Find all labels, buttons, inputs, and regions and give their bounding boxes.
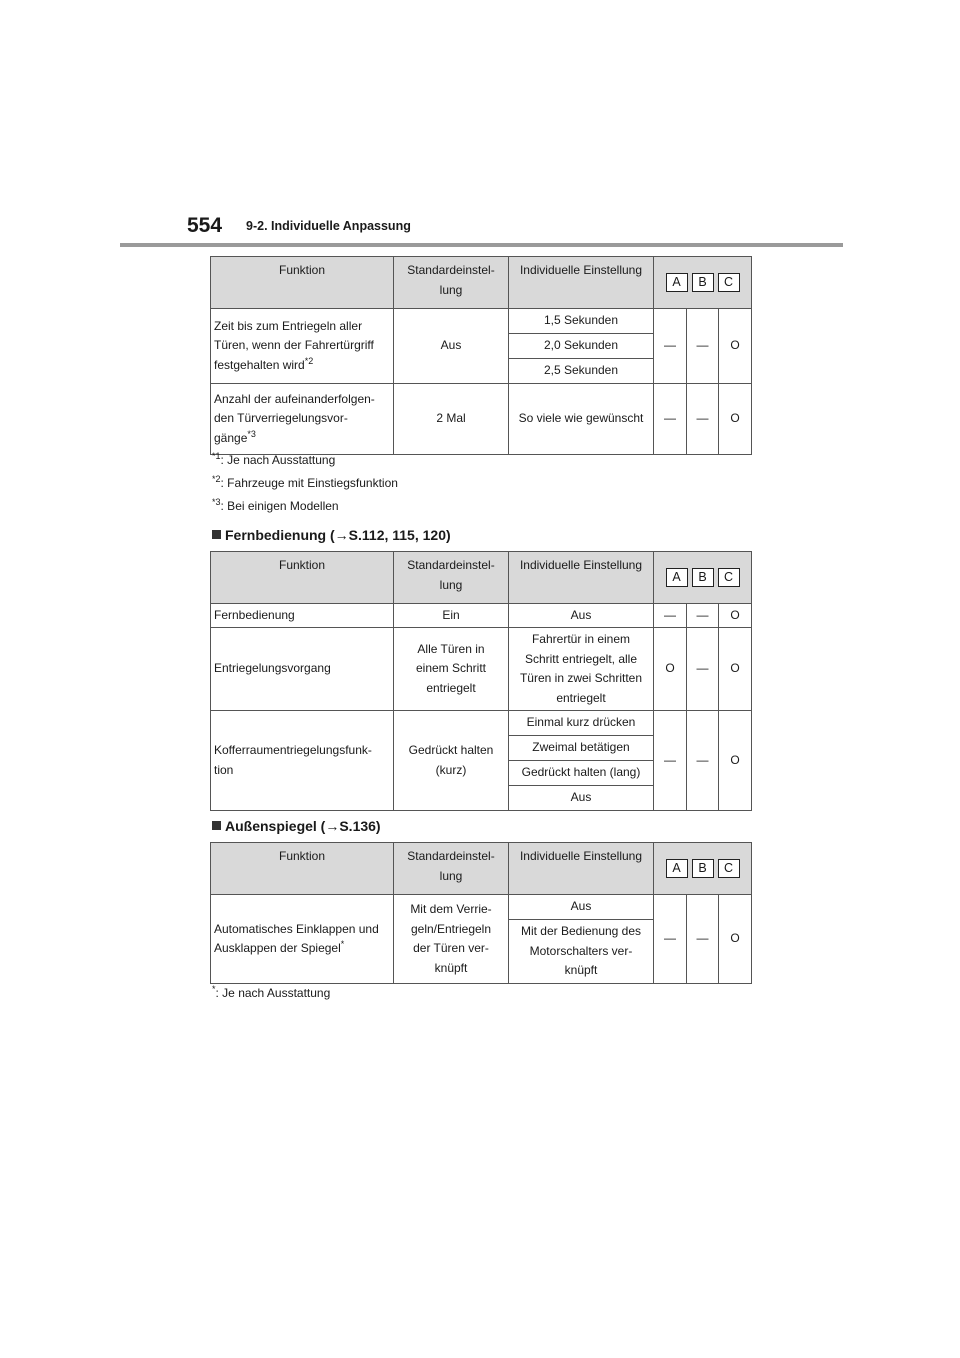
header-funktion: Funktion (211, 843, 394, 895)
header-funktion: Funktion (211, 257, 394, 309)
section-title-aussenspiegel: Außenspiegel (→S.136) (212, 818, 381, 834)
footnote: *: Je nach Ausstattung (212, 984, 331, 1000)
header-abc (654, 552, 752, 604)
table-general-doors (210, 256, 752, 455)
box-b: B (692, 859, 714, 878)
table-header (211, 552, 752, 604)
func-cell: Entriegelungsvorgang (211, 628, 394, 711)
footnote: $^{*1}$: Je nach Ausstattung (212, 451, 336, 467)
table-row (211, 604, 752, 628)
chapter-title: 9-2. Individuelle Anpassung (246, 219, 411, 233)
default-cell: Mit dem Verrie- geln/Entriegeln der Türen ver- knüpft (394, 895, 509, 984)
func-cell: Zeit bis zum Entriegeln aller Türen, wenn der Fahrertürgriff festgehalten wird$^{*2}$ (211, 309, 394, 384)
cell-b: — (687, 604, 719, 628)
option-cell: 2,5 Sekunden (509, 359, 654, 384)
cell-c: O (719, 309, 752, 384)
cell-c: O (719, 604, 752, 628)
cell-a: — (654, 711, 687, 811)
cell-c: O (719, 384, 752, 455)
cell-b: — (687, 628, 719, 711)
table-fernbedienung (210, 551, 752, 811)
table-row (211, 895, 752, 920)
table-header (211, 257, 752, 309)
option-cell: Aus (509, 895, 654, 920)
header-standard: Standardeinstel- lung (394, 257, 509, 309)
func-cell: Fernbedienung (211, 604, 394, 628)
option-cell: So viele wie gewünscht (509, 384, 654, 455)
header-individual: Individuelle Einstellung (509, 257, 654, 309)
cell-b: — (687, 309, 719, 384)
box-c: C (718, 568, 740, 587)
cell-b: — (687, 711, 719, 811)
cell-a: — (654, 895, 687, 984)
option-cell: Fahrertür in einem Schritt entriegelt, alle Türen in zwei Schritten entriegelt (509, 628, 654, 711)
cell-c: O (719, 895, 752, 984)
box-b: B (692, 273, 714, 292)
cell-b: — (687, 895, 719, 984)
func-cell: Automatisches Einklappen und Ausklappen der Spiegel* (211, 895, 394, 984)
default-cell: Alle Türen in einem Schritt entriegelt (394, 628, 509, 711)
footnote: $^{*3}$: Bei einigen Modellen (212, 497, 339, 513)
default-cell: Ein (394, 604, 509, 628)
page-number: 554 (187, 214, 223, 237)
table-row (211, 711, 752, 736)
table-row (211, 384, 752, 455)
table-row (211, 309, 752, 334)
square-bullet-icon (212, 530, 221, 539)
box-c: C (718, 273, 740, 292)
cell-c: O (719, 711, 752, 811)
cell-a: — (654, 604, 687, 628)
func-cell: Kofferraumentriegelungsfunk- tion (211, 711, 394, 811)
header-individual: Individuelle Einstellung (509, 843, 654, 895)
func-cell: Anzahl der aufeinanderfolgen- den Türverriegelungsvor- gänge$^{*3}$ (211, 384, 394, 455)
cell-a: — (654, 309, 687, 384)
header-funktion: Funktion (211, 552, 394, 604)
header-standard: Standardeinstel- lung (394, 843, 509, 895)
option-cell: 2,0 Sekunden (509, 334, 654, 359)
box-a: A (666, 273, 688, 292)
cell-a: — (654, 384, 687, 455)
default-cell: Aus (394, 309, 509, 384)
box-b: B (692, 568, 714, 587)
default-cell: Gedrückt halten (kurz) (394, 711, 509, 811)
option-cell: 1,5 Sekunden (509, 309, 654, 334)
section-title-fernbedienung: Fernbedienung (→S.112, 115, 120) (212, 527, 451, 543)
cell-a: O (654, 628, 687, 711)
box-c: C (718, 859, 740, 878)
header-rule (120, 243, 843, 247)
option-cell: Gedrückt halten (lang) (509, 761, 654, 786)
header-abc (654, 257, 752, 309)
table-aussenspiegel (210, 842, 752, 984)
option-cell: Einmal kurz drücken (509, 711, 654, 736)
option-cell: Mit der Bedienung des Motorschalters ver- knüpft (509, 920, 654, 984)
header-abc (654, 843, 752, 895)
box-a: A (666, 568, 688, 587)
cell-b: — (687, 384, 719, 455)
table-header (211, 843, 752, 895)
option-cell: Zweimal betätigen (509, 736, 654, 761)
footnote: $^{*2}$: Fahrzeuge mit Einstiegsfunktion (212, 474, 398, 490)
table-row (211, 628, 752, 711)
square-bullet-icon (212, 821, 221, 830)
cell-c: O (719, 628, 752, 711)
header-standard: Standardeinstel- lung (394, 552, 509, 604)
option-cell: Aus (509, 604, 654, 628)
box-a: A (666, 859, 688, 878)
default-cell: 2 Mal (394, 384, 509, 455)
header-individual: Individuelle Einstellung (509, 552, 654, 604)
option-cell: Aus (509, 786, 654, 811)
